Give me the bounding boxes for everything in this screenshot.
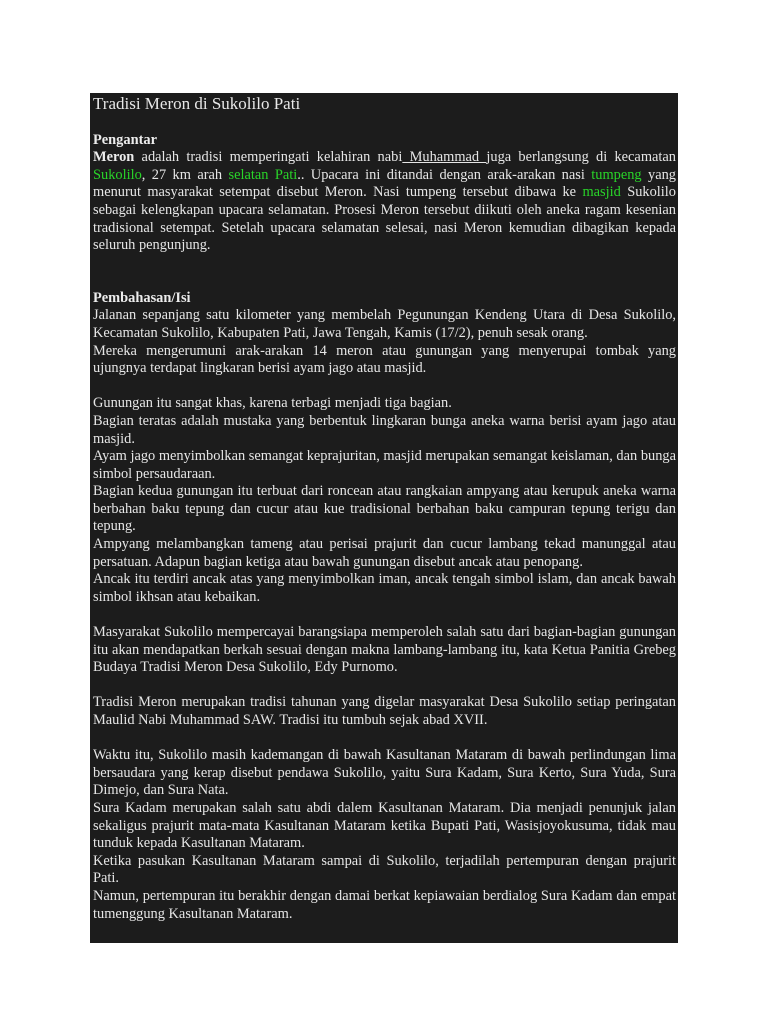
link-muhammad[interactable]: Muhammad	[402, 149, 487, 166]
text-fragment: , 27 km arah	[141, 166, 229, 183]
term-meron: Meron	[93, 149, 135, 166]
paragraph: Jalanan sepanjang satu kilometer yang membelah Pegunungan Kendeng Utara di Desa Sukolilo, Kecamatan Sukolilo, Kabupaten Pati, Jawa Tengah, Kamis (17/2), penuh sesak orang.	[93, 307, 676, 341]
link-sukolilo[interactable]: Sukolilo	[93, 166, 142, 183]
paragraph: Ketika pasukan Kasultanan Mataram sampai di Sukolilo, terjadilah pertempuran dengan prajurit Pati.	[93, 852, 676, 887]
text-fragment: adalah tradisi memperingati kelahiran nabi	[134, 149, 403, 166]
paragraph: Masyarakat Sukolilo mempercayai barangsiapa memperoleh salah satu dari bagian-bagian gunungan itu akan mendapatkan berkah sesuai dengan makna lambang-lambang itu, kata Ketua Panitia Grebeg Budaya Tradisi Meron Desa Sukolilo, Edy Purnomo.	[93, 624, 676, 676]
document-title: Tradisi Meron di Sukolilo Pati	[93, 94, 301, 113]
text-fragment: .. Upacara ini ditandai dengan arak-arakan nasi	[297, 166, 592, 183]
paragraph: Ancak itu terdiri ancak atas yang menyimbolkan iman, ancak tengah simbol islam, dan ancak bawah simbol ikhsan atau kebaikan.	[93, 571, 676, 605]
paragraph: Ampyang melambangkan tameng atau perisai prajurit dan cucur lambang tekad manunggal atau persatuan. Adapun bagian ketiga atau bawah gunungan disebut ancak atau penopang.	[93, 536, 676, 570]
spacer	[93, 114, 676, 132]
document-page	[90, 93, 678, 943]
section-heading-pengantar: Pengantar	[93, 131, 157, 148]
text-fragment: yang menurut masyarakat setempat disebut Meron. Nasi tumpeng tersebut dibawa ke	[93, 166, 676, 201]
paragraph: Tradisi Meron merupakan tradisi tahunan yang digelar masyarakat Desa Sukolilo setiap peringatan Maulid Nabi Muhammad SAW. Tradisi itu tumbuh sejak abad XVII.	[93, 694, 676, 728]
spacer	[93, 677, 676, 695]
paragraph: Ayam jago menyimbolkan semangat keprajuritan, masjid merupakan semangat keislaman, dan bunga simbol persaudaraan.	[93, 448, 676, 482]
section-heading-pembahasan: Pembahasan/Isi	[93, 289, 191, 306]
spacer	[93, 606, 676, 624]
paragraph-pengantar	[93, 149, 676, 255]
text-fragment: juga berlangsung di kecamatan	[486, 149, 676, 166]
spacer	[93, 378, 676, 396]
paragraph: Bagian teratas adalah mustaka yang berbentuk lingkaran bunga aneka warna berisi ayam jago atau masjid.	[93, 412, 676, 447]
paragraph: Gunungan itu sangat khas, karena terbagi menjadi tiga bagian.	[93, 395, 452, 412]
link-masjid[interactable]: masjid	[582, 184, 621, 201]
paragraph: Namun, pertempuran itu berakhir dengan damai berkat kepiawaian berdialog Sura Kadam dan empat tumenggung Kasultanan Mataram.	[93, 887, 676, 922]
spacer	[93, 255, 676, 290]
text-fragment: Sukolilo sebagai kelengkapan upacara selamatan. Prosesi Meron tersebut diikuti oleh aneka ragam kesenian tradisional setempat. Setelah upacara selamatan selesai, nasi Meron kemudian dibagikan kepada seluruh pengunjung.	[93, 184, 676, 254]
paragraph: Mereka mengerumuni arak-arakan 14 meron atau gunungan yang menyerupai tombak yang ujungnya terdapat lingkaran berisi ayam jago atau masjid.	[93, 342, 676, 377]
spacer	[93, 730, 676, 748]
paragraph: Waktu itu, Sukolilo masih kademangan di bawah Kasultanan Mataram di bawah perlindungan lima bersaudara yang kerap disebut pendawa Sukolilo, yaitu Sura Kadam, Sura Kerto, Sura Yuda, Sura Dimejo, dan Sura Nata.	[93, 747, 676, 799]
paragraph: Bagian kedua gunungan itu terbuat dari roncean atau rangkaian ampyang atau kerupuk aneka warna berbahan baku tepung dan cucur atau kue tradisional berbahan baku campuran tepung terigu dan tepung.	[93, 483, 676, 535]
link-selatan-pati[interactable]: selatan Pati	[228, 166, 298, 183]
link-tumpeng[interactable]: tumpeng	[591, 166, 642, 183]
paragraph: Sura Kadam merupakan salah satu abdi dalem Kasultanan Mataram. Dia menjadi penunjuk jalan sekaligus prajurit mata-mata Kasultanan Mataram ketika Bupati Pati, Wasisjoyokusuma, tidak mau tunduk kepada Kasultanan Mataram.	[93, 799, 676, 852]
